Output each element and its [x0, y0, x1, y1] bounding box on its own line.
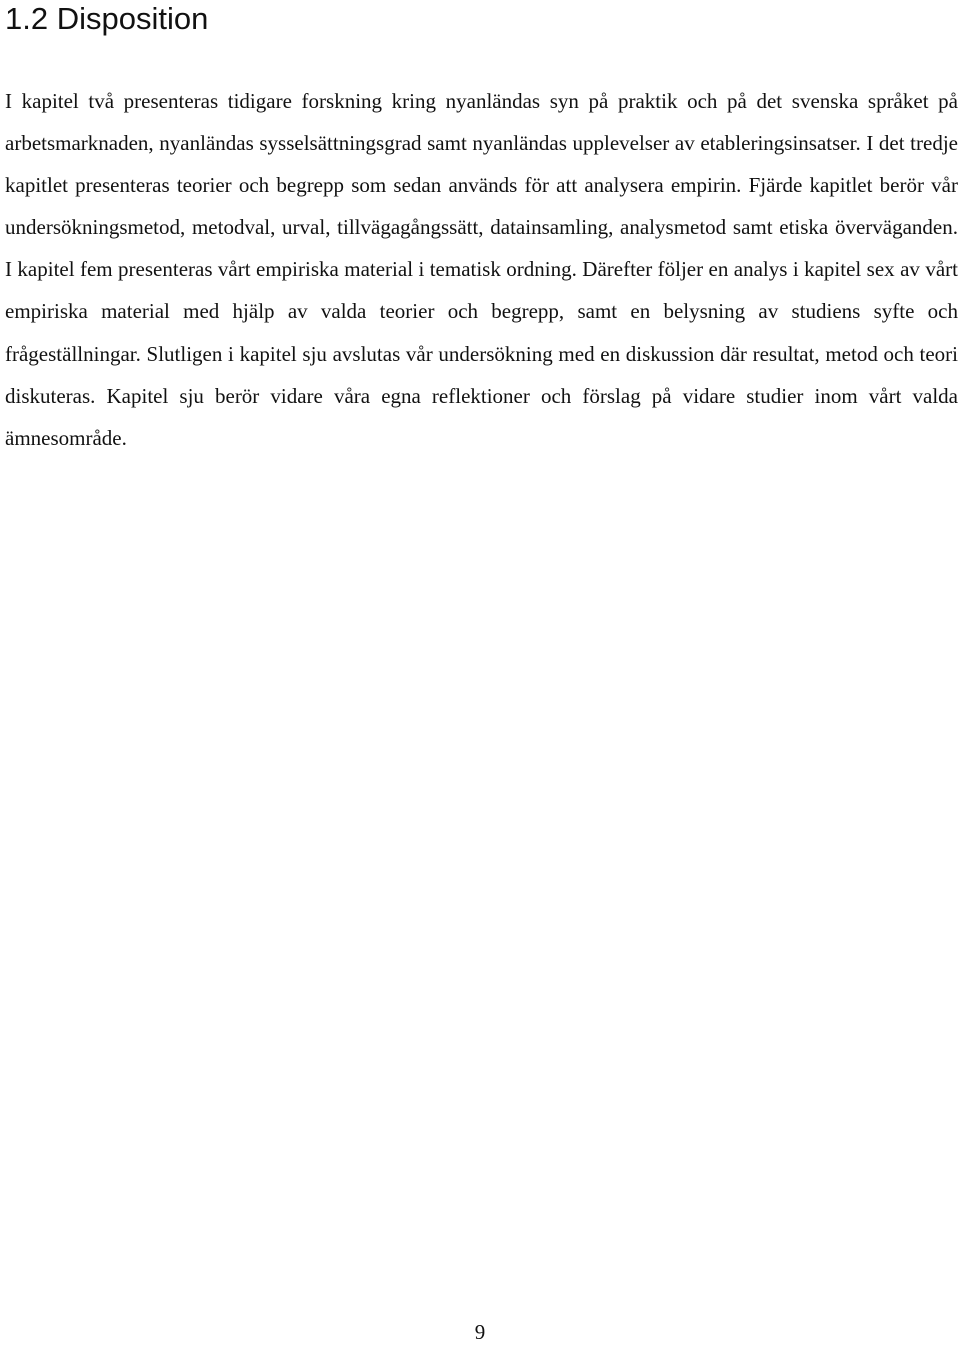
page-number: 9: [474, 1320, 486, 1344]
section-heading: 1.2 Disposition: [5, 1, 209, 36]
disposition-paragraph: I kapitel två presenteras tidigare forskning kring nyanländas syn på praktik och på det svenska språket på arbetsmarknaden, nyanländas sysselsättningsgrad samt nyanländas upplevelser av etableringsinsatser. I det tredje kapitlet presenteras teorier och begrepp som sedan används för att analysera empirin. Fjärde kapitlet berör vår undersökningsmetod, metodval, urval, tillvägagångssätt, datainsamling, analysmetod samt etiska överväganden. I kapitel fem presenteras vårt empiriska material i tematisk ordning. Därefter följer en analys i kapitel sex av vårt empiriska material med hjälp av valda teorier och begrepp, samt en belysning av studiens syfte och frågeställningar. Slutligen i kapitel sju avslutas vår undersökning med en diskussion där resultat, metod och teori diskuteras. Kapitel sju berör vidare våra egna reflektioner och förslag på vidare studier inom vårt valda ämnesområde.: [5, 89, 958, 450]
